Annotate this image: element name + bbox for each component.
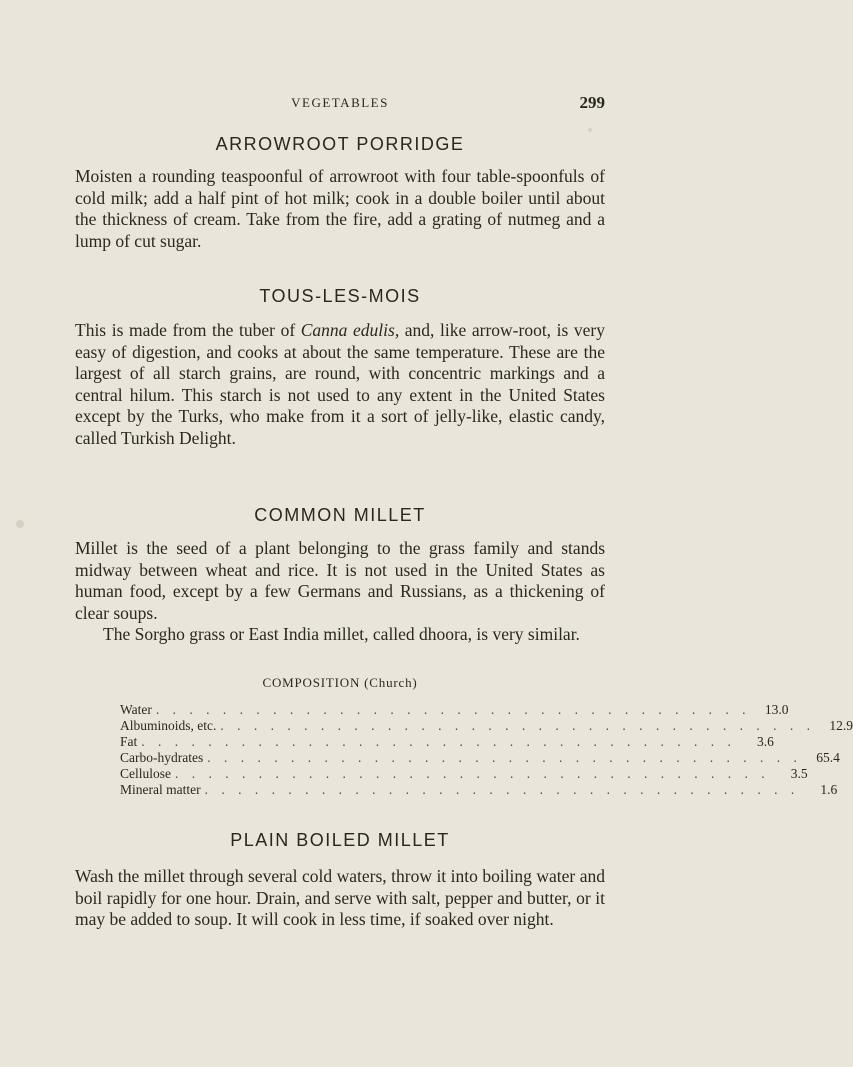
paper-blemish	[588, 128, 592, 132]
page-number: 299	[579, 93, 605, 112]
leader-dots: . . . . . . . . . . . . . . . . . . . . . . . . . . . . . . . . . . . .	[207, 750, 802, 765]
row-value: 3.6	[757, 734, 774, 749]
paragraph-tous-les-mois	[75, 320, 605, 449]
running-head-section: VEGETABLES	[291, 95, 389, 110]
row-label: Water	[120, 702, 152, 717]
running-head	[75, 95, 605, 115]
composition-row	[120, 750, 840, 766]
row-label: Carbo-hydrates	[120, 750, 204, 765]
row-label: Albuminoids, etc.	[120, 718, 217, 733]
heading-plain-boiled-millet: PLAIN BOILED MILLET	[230, 830, 450, 850]
row-value: 12.9	[829, 718, 853, 733]
heading-common-millet: COMMON MILLET	[254, 505, 426, 525]
paragraph-text-start: This is made from the tuber of	[75, 320, 301, 340]
row-value: 65.4	[816, 750, 840, 765]
paragraph-arrowroot-porridge: Moisten a rounding teaspoonful of arrowroot with four table-spoonfuls of cold milk; add a half pint of hot milk; cook in a double boiler until about the thickness of cream. Take from the fire, add a grating of nutmeg and a lump of cut sugar.	[75, 166, 605, 251]
scientific-name: Canna edulis,	[300, 320, 400, 340]
paragraph-plain-boiled-millet: Wash the millet through several cold waters, throw it into boiling water and boil rapidly for one hour. Drain, and serve with salt, pepper and butter, or it may be added to soup. It will cook in less time, if soaked over night.	[75, 866, 605, 929]
paragraph-common-millet-2: The Sorgho grass or East India millet, called dhoora, is very similar.	[103, 624, 580, 644]
composition-row	[120, 702, 789, 718]
composition-title: COMPOSITION (Church)	[262, 675, 418, 690]
row-label: Mineral matter	[120, 782, 201, 797]
leader-dots: . . . . . . . . . . . . . . . . . . . . . . . . . . . . . . . . . . . .	[220, 718, 815, 733]
heading-tous-les-mois: TOUS-LES-MOIS	[259, 286, 421, 306]
row-value: 3.5	[790, 766, 808, 781]
paragraph-common-millet-1: Millet is the seed of a plant belonging to the grass family and stands midway between wheat and rice. It is not used in the United States as human food, except by a few Germans and Russians, as a thickening of clear soups.	[75, 538, 605, 623]
row-value: 13.0	[764, 702, 789, 717]
composition-table	[120, 702, 853, 798]
heading-arrowroot-porridge: ARROWROOT PORRIDGE	[215, 134, 465, 154]
leader-dots: . . . . . . . . . . . . . . . . . . . . . . . . . . . . . . . . . . . .	[141, 734, 736, 749]
row-label: Cellulose	[120, 766, 171, 781]
composition-row	[120, 766, 808, 782]
row-value: 1.6	[820, 782, 838, 797]
composition-row	[120, 782, 838, 798]
composition-row	[120, 734, 774, 750]
row-label: Fat	[120, 734, 138, 749]
paper-blemish	[16, 520, 24, 528]
paragraph-text-rest: and, like arrow-root, is very easy of digestion, and cooks at about the same temperature. These are the largest of all starch grains, are round, with concentric markings and a central hilum. This starch is not used to any extent in the United States except by the Turks, who make from it a sort of jelly-like, elastic candy, called Turkish Delight.	[75, 320, 606, 448]
composition-row	[120, 718, 853, 734]
leader-dots: . . . . . . . . . . . . . . . . . . . . . . . . . . . . . . . . . . . .	[175, 766, 770, 781]
leader-dots: . . . . . . . . . . . . . . . . . . . . . . . . . . . . . . . . . . . .	[155, 702, 751, 717]
leader-dots: . . . . . . . . . . . . . . . . . . . . . . . . . . . . . . . . . . . .	[204, 782, 800, 797]
